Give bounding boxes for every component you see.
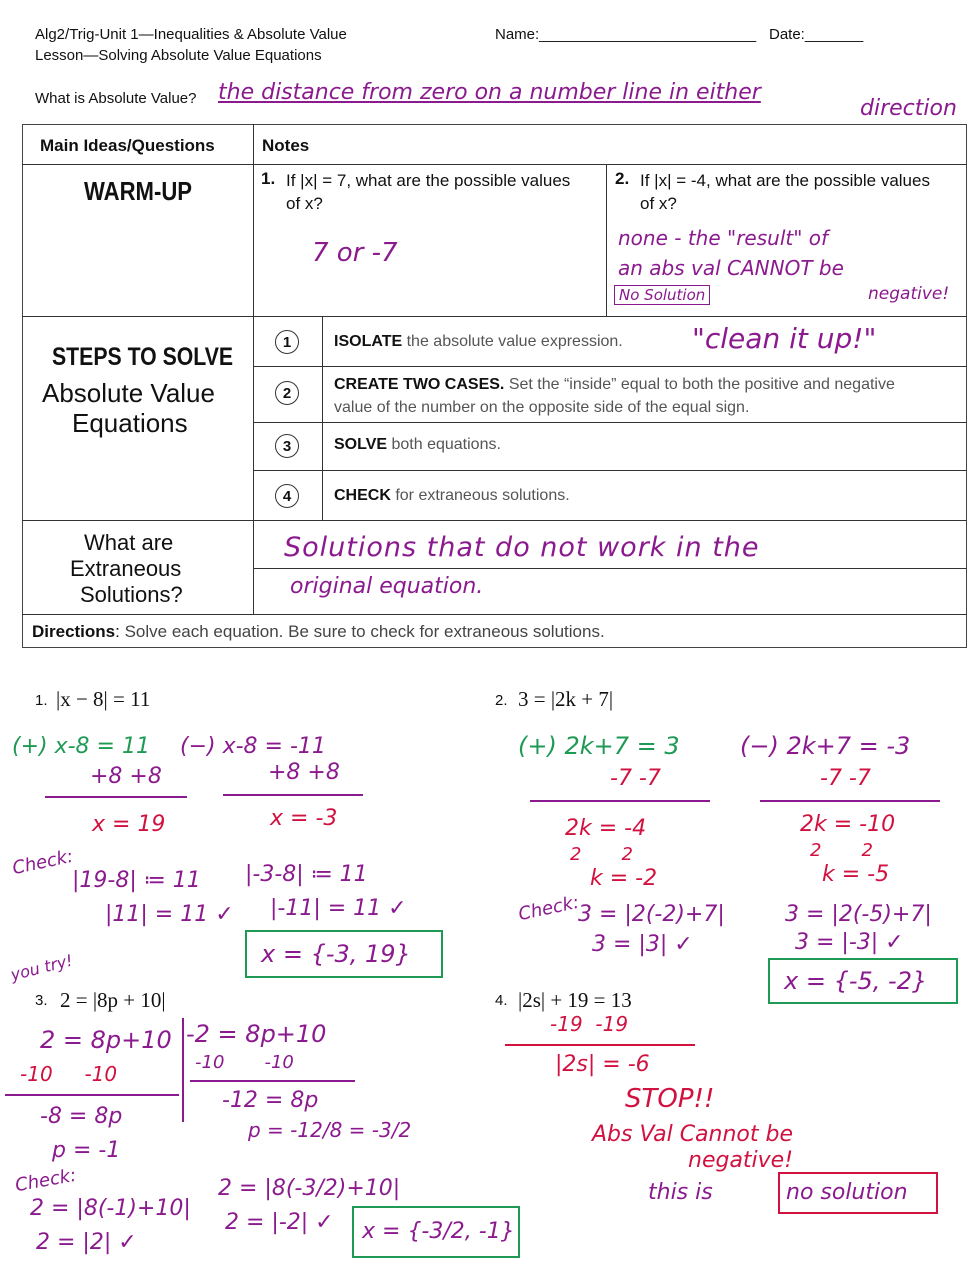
p2-den-neg: 2 2	[810, 840, 873, 861]
p2-div-pos: 2k = -4	[565, 816, 647, 841]
p1-check-neg1: |-3-8| ≔ 11	[245, 862, 368, 887]
q2-number: 2.	[615, 169, 630, 188]
p1-sol-neg: x = -3	[270, 806, 338, 831]
p2-check-pos1: 3 = |2(-2)+7|	[578, 902, 725, 927]
table-divider	[253, 124, 254, 614]
step-number: 3	[275, 434, 299, 458]
p2-rule	[530, 800, 710, 802]
p2-sol-pos: k = -2	[590, 866, 658, 891]
p1-rule	[45, 796, 187, 798]
p4-sub: -19 -19	[550, 1012, 629, 1036]
table-divider	[22, 316, 967, 317]
p3-case-pos: 2 = 8p+10	[40, 1026, 172, 1054]
p3-divider	[182, 1018, 184, 1122]
q1-text: If |x| = 7, what are the possible values of x?	[286, 171, 571, 213]
step-number: 1	[275, 330, 299, 354]
p3-final-answer: x = {-3/2, -1}	[352, 1206, 520, 1258]
p3-you-try: you try!	[8, 950, 75, 985]
p3-step-pos: -8 = 8p	[40, 1104, 123, 1129]
problem-1-label: 1.	[35, 692, 48, 709]
p1-check-pos1: |19-8| ≔ 11	[72, 868, 201, 893]
table-divider	[253, 470, 967, 471]
p2-case-neg: (−) 2k+7 = -3	[740, 732, 911, 760]
p2-sub-pos: -7 -7	[610, 766, 661, 791]
steps-title: STEPS TO SOLVE	[52, 343, 234, 371]
steps-subtitle: Absolute Value	[42, 378, 215, 408]
p4-reason2: negative!	[688, 1148, 794, 1173]
p1-add-pos: +8 +8	[90, 764, 162, 789]
table-divider	[322, 316, 323, 520]
q2-answer-negative: negative!	[868, 284, 950, 304]
table-divider	[253, 568, 967, 569]
p3-sol-pos: p = -1	[52, 1138, 121, 1163]
q2-text: If |x| = -4, what are the possible values of x?	[640, 171, 930, 213]
q1-answer: 7 or -7	[312, 238, 398, 268]
problem-1-equation: |x − 8| = 11	[56, 687, 151, 711]
table-divider	[253, 422, 967, 423]
p4-final-answer: no solution	[778, 1172, 938, 1214]
p2-rule	[760, 800, 940, 802]
step-2-text: CREATE TWO CASES. Set the “inside” equal to both the positive and negative value of the number on the opposite side of the equal sign.	[334, 376, 895, 416]
p2-final-answer: x = {-5, -2}	[768, 958, 958, 1004]
q2-answer-line1: none - the "result" of	[618, 226, 829, 250]
p4-rule	[505, 1044, 695, 1046]
p4-reason1: Abs Val Cannot be	[592, 1122, 794, 1147]
problem-2-equation: 3 = |2k + 7|	[518, 687, 614, 711]
step-4-text: CHECK for extraneous solutions.	[334, 487, 570, 504]
extraneous-question: What are	[84, 530, 174, 555]
table-divider	[606, 164, 607, 316]
steps-subtitle-2: Equations	[72, 408, 188, 438]
problem-2-label: 2.	[495, 692, 508, 709]
p4-this-is: this is	[648, 1180, 713, 1205]
p1-check-neg2: |-11| = 11 ✓	[270, 896, 407, 921]
table-divider	[253, 366, 967, 367]
p3-step-neg: -12 = 8p	[222, 1088, 319, 1113]
step-number: 4	[275, 484, 299, 508]
p2-sol-neg: k = -5	[822, 862, 890, 887]
p2-case-pos: (+) 2k+7 = 3	[518, 732, 680, 760]
p3-sub-pos: -10 -10	[20, 1062, 118, 1086]
col-header-main-ideas: Main Ideas/Questions	[40, 136, 215, 155]
p3-sub-neg: -10 -10	[195, 1052, 294, 1073]
directions: Directions: Solve each equation. Be sure to check for extraneous solutions.	[32, 622, 605, 641]
p3-check-pos1: 2 = |8(-1)+10|	[30, 1196, 191, 1221]
name-field[interactable]: Name:__________________________	[495, 26, 757, 43]
p3-rule	[5, 1094, 179, 1096]
p2-check-neg1: 3 = |2(-5)+7|	[785, 902, 932, 927]
q1-number: 1.	[261, 169, 276, 188]
p1-check-pos2: |11| = 11 ✓	[105, 902, 234, 927]
p3-check-neg1: 2 = |8(-3/2)+10|	[218, 1176, 401, 1201]
step-3-text: SOLVE both equations.	[334, 436, 501, 453]
p1-check-label: Check:	[10, 845, 75, 880]
p3-check-neg2: 2 = |-2| ✓	[225, 1210, 334, 1235]
col-header-notes: Notes	[262, 136, 310, 155]
problem-3-equation: 2 = |8p + 10|	[60, 988, 166, 1012]
unit-title: Alg2/Trig-Unit 1—Inequalities & Absolute Value	[35, 26, 347, 43]
table-divider	[22, 614, 967, 615]
p2-div-neg: 2k = -10	[800, 812, 896, 837]
absolute-value-question: What is Absolute Value?	[35, 90, 197, 107]
p2-den-pos: 2 2	[570, 844, 633, 865]
problem-4-label: 4.	[495, 992, 508, 1009]
p3-rule	[190, 1080, 355, 1082]
step-number: 2	[275, 381, 299, 405]
step-1-note: "clean it up!"	[692, 322, 877, 355]
p2-check-pos2: 3 = |3| ✓	[592, 932, 693, 957]
p1-add-neg: +8 +8	[268, 760, 340, 785]
p1-sol-pos: x = 19	[92, 812, 166, 837]
absolute-value-answer: the distance from zero on a number line in either	[218, 80, 761, 105]
problem-4-equation: |2s| + 19 = 13	[518, 988, 632, 1012]
extraneous-question-3: Solutions?	[80, 582, 183, 607]
absolute-value-answer-end: direction	[860, 96, 957, 121]
step-1-text: ISOLATE the absolute value expression.	[334, 333, 623, 350]
problem-3-label: 3.	[35, 992, 48, 1009]
table-divider	[22, 164, 967, 165]
p3-sol-neg: p = -12/8 = -3/2	[248, 1118, 412, 1142]
extraneous-answer: Solutions that do not work in the	[284, 532, 760, 563]
p3-check-label: Check:	[13, 1164, 78, 1197]
p1-final-answer: x = {-3, 19}	[245, 930, 443, 978]
p3-check-pos2: 2 = |2| ✓	[36, 1230, 137, 1255]
lesson-title: Lesson—Solving Absolute Value Equations	[35, 47, 322, 64]
p2-sub-neg: -7 -7	[820, 766, 871, 791]
p2-check-label: Check:	[516, 891, 581, 926]
date-field[interactable]: Date:_______	[769, 26, 864, 43]
p3-case-neg: -2 = 8p+10	[186, 1020, 327, 1048]
extraneous-answer-2: original equation.	[290, 574, 484, 599]
q2-answer-box: No Solution	[614, 285, 710, 305]
p2-check-neg2: 3 = |-3| ✓	[795, 930, 904, 955]
warmup-title: WARM-UP	[84, 176, 193, 206]
extraneous-question-2: Extraneous	[70, 556, 182, 581]
q2-answer-line2: an abs val CANNOT be	[618, 256, 844, 280]
p1-rule	[223, 794, 363, 796]
p1-case-pos: (+) x-8 = 11	[12, 734, 150, 759]
p4-result: |2s| = -6	[555, 1052, 650, 1077]
p4-stop: STOP!!	[625, 1084, 715, 1114]
table-divider	[22, 520, 967, 521]
p1-case-neg: (−) x-8 = -11	[180, 734, 326, 759]
